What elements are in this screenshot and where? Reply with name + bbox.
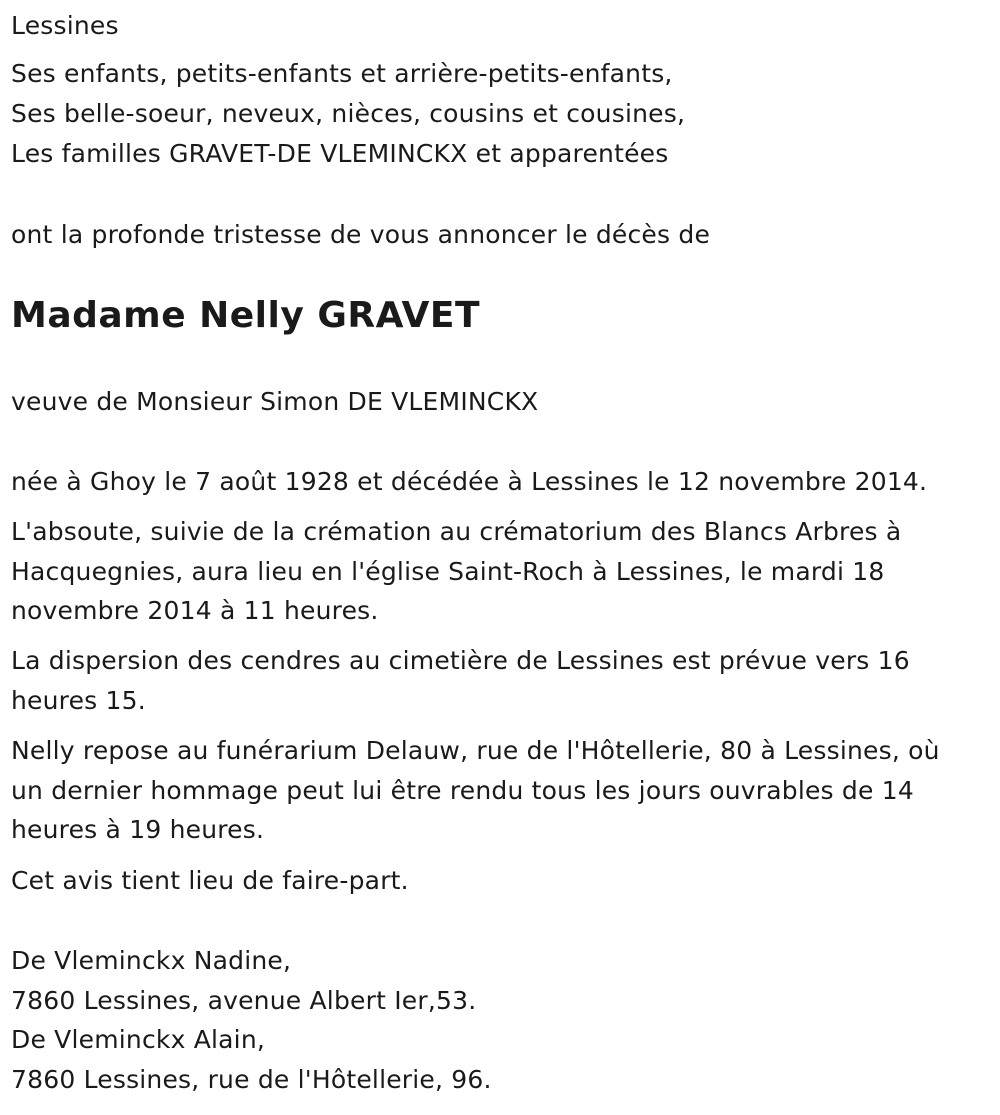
notice-text: Cet avis tient lieu de faire-part. xyxy=(11,866,409,895)
visitation-line: heures à 19 heures. xyxy=(11,815,265,844)
family-line: Ses belle-soeur, neveux, nièces, cousins et cousines, xyxy=(11,99,686,128)
contact-line: 7860 Lessines, avenue Albert Ier,53. xyxy=(11,986,477,1015)
ceremony-line: Hacquegnies, aura lieu en l'église Saint-Roch à Lessines, le mardi 18 xyxy=(11,557,885,586)
announcement-text: ont la profonde tristesse de vous annoncer le décès de xyxy=(11,220,711,249)
deceased-name: Madame Nelly GRAVET xyxy=(11,295,481,336)
dispersion-line: heures 15. xyxy=(11,686,146,715)
spouse-text: veuve de Monsieur Simon DE VLEMINCKX xyxy=(11,387,539,416)
family-line: Ses enfants, petits-enfants et arrière-petits-enfants, xyxy=(11,59,673,88)
family-line: Les familles GRAVET-DE VLEMINCKX et apparentées xyxy=(11,139,669,168)
contact-line: De Vleminckx Nadine, xyxy=(11,946,292,975)
birth-death-text: née à Ghoy le 7 août 1928 et décédée à Lessines le 12 novembre 2014. xyxy=(11,467,928,496)
visitation-line: un dernier hommage peut lui être rendu tous les jours ouvrables de 14 xyxy=(11,776,914,805)
place-heading: Lessines xyxy=(11,11,119,40)
ceremony-line: novembre 2014 à 11 heures. xyxy=(11,596,379,625)
dispersion-line: La dispersion des cendres au cimetière de Lessines est prévue vers 16 xyxy=(11,646,910,675)
contact-line: De Vleminckx Alain, xyxy=(11,1025,266,1054)
visitation-line: Nelly repose au funérarium Delauw, rue de l'Hôtellerie, 80 à Lessines, où xyxy=(11,736,940,765)
ceremony-line: L'absoute, suivie de la crémation au crématorium des Blancs Arbres à xyxy=(11,517,902,546)
contact-line: 7860 Lessines, rue de l'Hôtellerie, 96. xyxy=(11,1065,492,1094)
